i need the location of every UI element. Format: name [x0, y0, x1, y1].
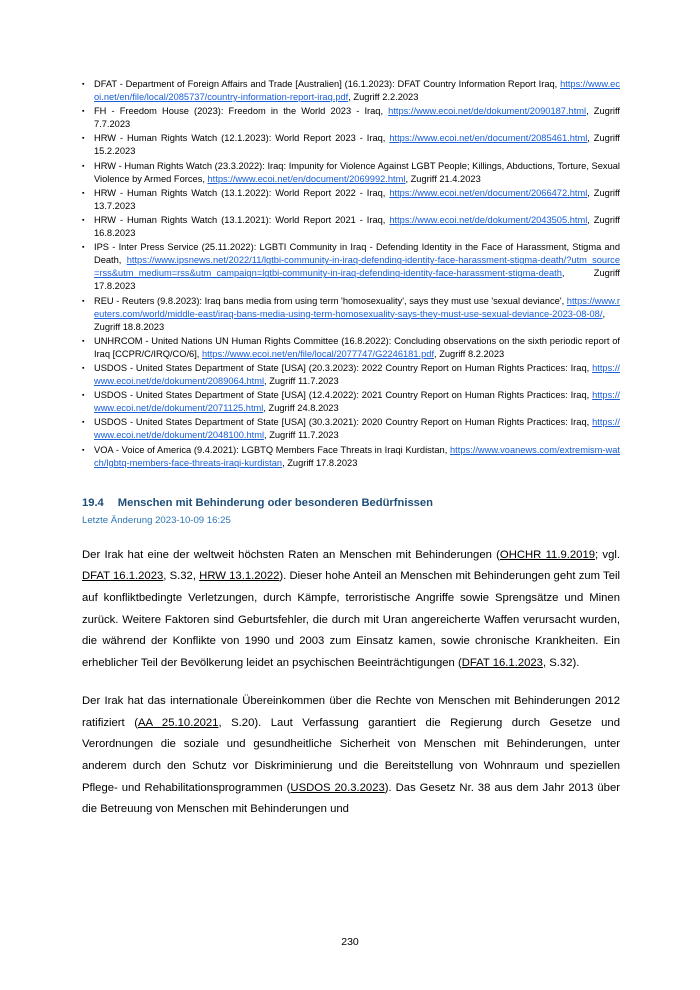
source-text: HRW - Human Rights Watch (12.1.2023): World Report 2023 - Iraq,: [94, 133, 390, 144]
citation-reference[interactable]: OHCHR 11.9.2019: [499, 548, 596, 561]
source-text: USDOS - United States Department of State [USA] (30.3.2021): 2020 Country Report on Human Rights Practices: Iraq,: [94, 417, 593, 428]
section-last-change: Letzte Änderung 2023-10-09 16:25: [82, 514, 231, 526]
source-text: HRW - Human Rights Watch (13.1.2021): World Report 2021 - Iraq,: [94, 214, 390, 225]
citation-reference[interactable]: DFAT 16.1.2023: [82, 570, 164, 583]
bibliography-entry: [82, 335, 620, 361]
citation-reference[interactable]: AA 25.10.2021: [137, 716, 219, 729]
bullet-icon: ▪: [82, 419, 85, 427]
source-text: , Zugriff 13.7.2023: [94, 187, 620, 211]
citation-reference[interactable]: USDOS 20.3.2023: [290, 781, 385, 794]
paragraph-text: , S.32,: [163, 570, 200, 583]
source-text: , Zugriff 2.2.2023: [348, 92, 419, 103]
source-text: , Zugriff 11.7.2023: [264, 430, 339, 441]
bibliography-entry: [82, 132, 620, 158]
source-text: REU - Reuters (9.8.2023): Iraq bans media from using term 'homosexuality', says they must use 'sexual deviance',: [94, 295, 567, 306]
source-link[interactable]: https://www.reuters.com/world/middle-east/iraq-bans-media-using-term-homosexuality-says-they-must-use-sexual-deviance-2023-08-08/: [94, 295, 620, 319]
source-text: , Zugriff 7.7.2023: [94, 106, 620, 130]
source-link[interactable]: https://www.voanews.com/extremism-watch/lgbtq-members-face-threats-iraqi-kurdistan: [94, 444, 620, 468]
bullet-icon: ▪: [82, 446, 85, 454]
source-link[interactable]: https://www.ipsnews.net/2022/11/lgtbi-community-in-iraq-defending-identity-face-harassment-stigma-death/?utm_source=rss&utm_medium=rss&utm_campaign=lgtbi-community-in-iraq-defending-identity-face-harassment-stigma-death: [94, 255, 620, 279]
bullet-icon: ▪: [82, 364, 85, 372]
bibliography-entry: [82, 105, 620, 131]
bullet-icon: ▪: [82, 297, 85, 305]
body-paragraph: [82, 691, 620, 821]
source-link[interactable]: https://www.ecoi.net/en/file/local/2077747/G2246181.pdf: [201, 348, 435, 359]
source-text: , Zugriff 17.8.2023: [282, 457, 358, 468]
source-link[interactable]: https://www.ecoi.net/de/dokument/2089064.html: [94, 362, 620, 387]
source-text: HRW - Human Rights Watch (13.1.2022): World Report 2022 - Iraq,: [94, 187, 390, 198]
source-text: , Zugriff 18.8.2023: [94, 308, 606, 332]
bullet-icon: ▪: [82, 162, 85, 170]
source-text: DFAT - Department of Foreign Affairs and Trade [Australien] (16.1.2023): DFAT Country Information Report Iraq,: [94, 79, 561, 89]
source-text: HRW - Human Rights Watch (23.3.2022): Iraq: Impunity for Violence Against LGBT People; Killings, Abductions, Torture, Sexual Violence by Armed Forces,: [94, 160, 620, 184]
bibliography-list: [82, 78, 620, 470]
source-text: IPS - Inter Press Service (25.11.2022): LGBTI Community in Iraq - Defending Identity in the Face of Harassment, Stigma and Death,: [94, 242, 620, 266]
bibliography-entry: [82, 416, 620, 442]
bibliography-entry: [82, 389, 620, 415]
source-link[interactable]: https://www.ecoi.net/en/document/2069992.html: [207, 173, 406, 184]
bibliography-entry: [82, 362, 620, 388]
source-text: USDOS - United States Department of State [USA] (20.3.2023): 2022 Country Report on Human Rights Practices: Iraq,: [94, 362, 593, 373]
source-text: FH - Freedom House (2023): Freedom in the World 2023 - Iraq,: [94, 106, 389, 117]
paragraph-text: , S.20). Laut Verfassung garantiert die Regierung durch Gesetze und Verordnungen die soziale und gesundheitliche Sicherheit von Menschen mit Behinderungen, unter anderem durch den Schutz vor Diskriminierung und die Bereitstellung von Wohnraum und speziellen Pflege- und Rehabilitationsprogrammen (: [82, 716, 620, 794]
source-link[interactable]: https://www.ecoi.net/de/dokument/2071125.html: [94, 390, 620, 414]
citation-reference[interactable]: HRW 13.1.2022: [199, 570, 280, 583]
bibliography-entry: [82, 187, 620, 213]
source-link[interactable]: https://www.ecoi.net/de/dokument/2043505.html: [389, 214, 588, 225]
source-text: UNHRCOM - United Nations UN Human Rights Committee (16.8.2022): Concluding observations on the sixth periodic report of Iraq [CCPR/C/IRQ/CO/6],: [94, 335, 620, 359]
paragraph-text: Der Irak hat eine der weltweit höchsten Raten an Menschen mit Behinderungen (: [82, 548, 500, 561]
bibliography-entry: [82, 444, 620, 470]
source-link[interactable]: https://www.ecoi.net/de/dokument/2048100.html: [94, 417, 620, 441]
section-number: 19.4: [82, 496, 104, 509]
source-link[interactable]: https://www.ecoi.net/de/dokument/2090187.html: [388, 106, 587, 117]
source-text: , Zugriff 15.2.2023: [94, 133, 620, 157]
page-number: 230: [341, 936, 359, 948]
source-text: , Zugriff 24.8.2023: [263, 403, 339, 414]
source-link[interactable]: https://www.ecoi.net/en/file/local/2085737/country-information-report-iraq.pdf: [94, 79, 620, 103]
bibliography-entry: [82, 78, 620, 104]
paragraph-text: , S.32).: [542, 656, 580, 669]
paragraph-text: ). Das Gesetz Nr. 38 aus dem Jahr 2013 über die Betreuung von Menschen mit Behinderungen und: [82, 781, 621, 816]
source-text: , Zugriff 8.2.2023: [434, 348, 505, 359]
bibliography-entry: [82, 214, 620, 240]
source-text: USDOS - United States Department of State [USA] (12.4.2022): 2021 Country Report on Human Rights Practices: Iraq,: [94, 390, 593, 401]
paragraph-text: ). Dieser hohe Anteil an Menschen mit Behinderungen geht zum Teil auf konfliktbedingte Verletzungen, durch Kämpfe, terroristische Angriffe sowie Sprengsätze und Minen zurück. Weitere Faktoren sind Geburtsfehler, die durch mit Uran angereicherte Waffen verursacht wurden, die während der Konflikte von 1990 und 2003 zum Einsatz kamen, sowie chronische Krankheiten. Ein erheblicher Teil der Bevölkerung leidet an psychischen Beeinträchtigungen (: [82, 570, 621, 669]
source-text: , Zugriff 21.4.2023: [405, 173, 481, 184]
source-text: , Zugriff 11.7.2023: [264, 376, 339, 387]
source-link[interactable]: https://www.ecoi.net/en/document/2066472.html: [389, 187, 588, 198]
bibliography-entry: [82, 295, 620, 334]
bibliography-entry: [82, 241, 620, 293]
source-text: , Zugriff 17.8.2023: [94, 268, 620, 292]
bullet-icon: ▪: [82, 108, 85, 116]
source-link[interactable]: https://www.ecoi.net/en/document/2085461.html: [389, 133, 588, 144]
source-text: , Zugriff 16.8.2023: [94, 214, 620, 239]
bullet-icon: ▪: [82, 189, 85, 197]
bullet-icon: ▪: [82, 81, 85, 88]
bullet-icon: ▪: [82, 135, 85, 143]
section-title: Menschen mit Behinderung oder besonderen Bedürfnissen: [117, 496, 433, 509]
paragraph-text: Der Irak hat das internationale Übereinkommen über die Rechte von Menschen mit Behinderungen 2012 ratifiziert (: [82, 695, 620, 729]
bullet-icon: ▪: [82, 216, 85, 224]
bullet-icon: ▪: [82, 244, 85, 252]
body-paragraph: [82, 545, 620, 675]
source-text: VOA - Voice of America (9.4.2021): LGBTQ Members Face Threats in Iraqi Kurdistan,: [94, 444, 451, 455]
paragraph-text: ; vgl.: [595, 548, 620, 561]
citation-reference[interactable]: DFAT 16.1.2023: [461, 656, 543, 669]
section-heading: [82, 497, 620, 509]
bullet-icon: ▪: [82, 337, 85, 345]
bibliography-entry: [82, 160, 620, 186]
bullet-icon: ▪: [82, 392, 85, 400]
